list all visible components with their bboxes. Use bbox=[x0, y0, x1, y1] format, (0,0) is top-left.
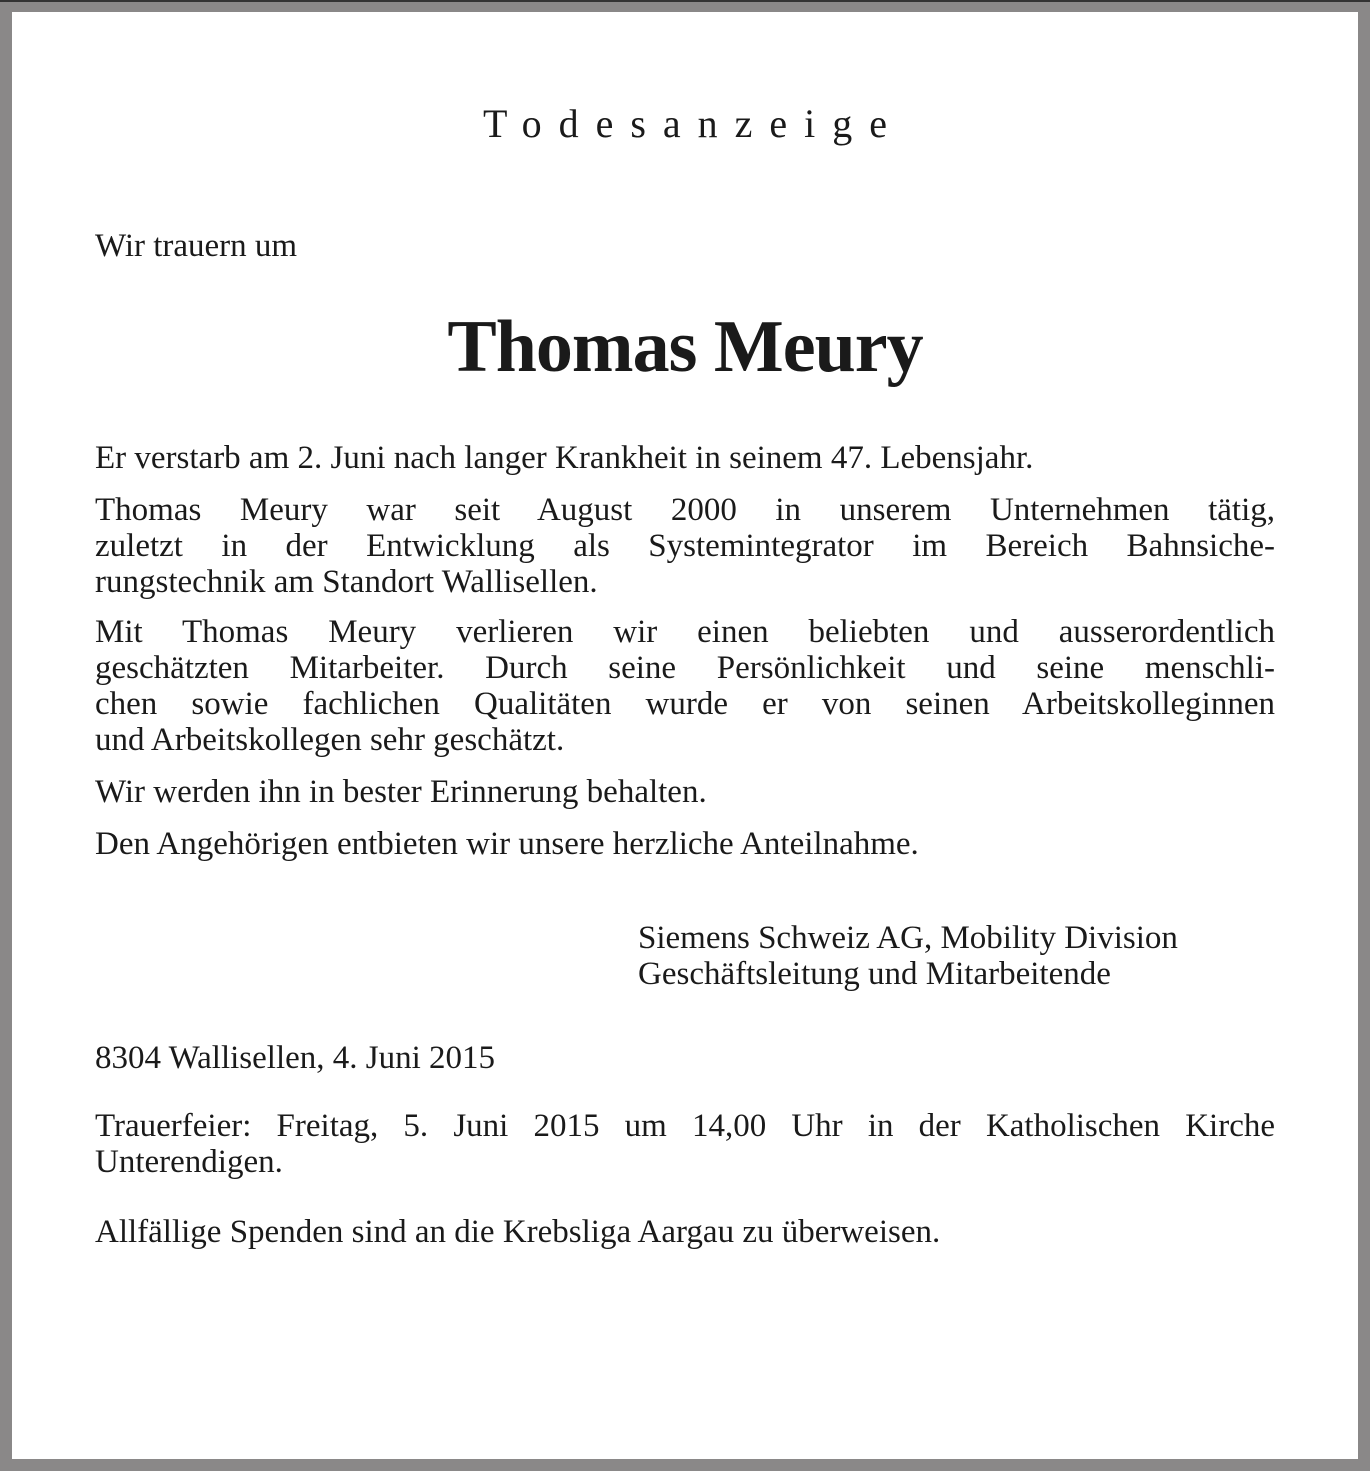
paragraph-memory bbox=[95, 774, 1275, 810]
paragraph-employment bbox=[95, 492, 1275, 600]
text-line: Unterendigen. bbox=[95, 1144, 283, 1180]
top-border bbox=[0, 0, 1370, 2]
place-date bbox=[95, 1040, 1275, 1076]
text-line: Thomas Meury war seit August 2000 in unserem Unternehmen tätig, bbox=[95, 492, 1275, 528]
notice-title: Todesanzeige bbox=[482, 101, 905, 146]
signature-company: Siemens Schweiz AG, Mobility Division bbox=[638, 920, 1178, 956]
text-line: Den Angehörigen entbieten wir unsere herzliche Anteilnahme. bbox=[95, 826, 919, 862]
text-line: Wir werden ihn in bester Erinnerung behalten. bbox=[95, 774, 707, 810]
paragraph-tribute bbox=[95, 614, 1275, 758]
paragraph-condolences bbox=[95, 826, 1275, 862]
donations-info bbox=[95, 1214, 1275, 1250]
text-line: zuletzt in der Entwicklung als Systemintegrator im Bereich Bahnsiche- bbox=[95, 528, 1275, 564]
text-line: Er verstarb am 2. Juni nach langer Krankheit in seinem 47. Lebensjahr. bbox=[95, 440, 1034, 476]
text-line: chen sowie fachlichen Qualitäten wurde er von seinen Arbeitskolleginnen bbox=[95, 686, 1275, 722]
text-line: Allfällige Spenden sind an die Krebsliga Aargau zu überweisen. bbox=[95, 1214, 941, 1250]
text-line: rungstechnik am Standort Wallisellen. bbox=[95, 564, 598, 600]
funeral-info bbox=[95, 1108, 1275, 1180]
signature bbox=[638, 920, 1178, 992]
text-line: Mit Thomas Meury verlieren wir einen beliebten und ausserordentlich bbox=[95, 614, 1275, 650]
deceased-name: Thomas Meury bbox=[447, 306, 923, 388]
signature-staff: Geschäftsleitung und Mitarbeitende bbox=[638, 956, 1111, 992]
text-line: Trauerfeier: Freitag, 5. Juni 2015 um 14,00 Uhr in der Katholischen Kirche bbox=[95, 1108, 1275, 1144]
text-line: geschätzten Mitarbeiter. Durch seine Persönlichkeit und seine menschli- bbox=[95, 650, 1275, 686]
intro-text: Wir trauern um bbox=[95, 228, 298, 264]
paragraph-death bbox=[95, 440, 1275, 476]
text-line: und Arbeitskollegen sehr geschätzt. bbox=[95, 722, 565, 758]
text-line: 8304 Wallisellen, 4. Juni 2015 bbox=[95, 1040, 496, 1076]
